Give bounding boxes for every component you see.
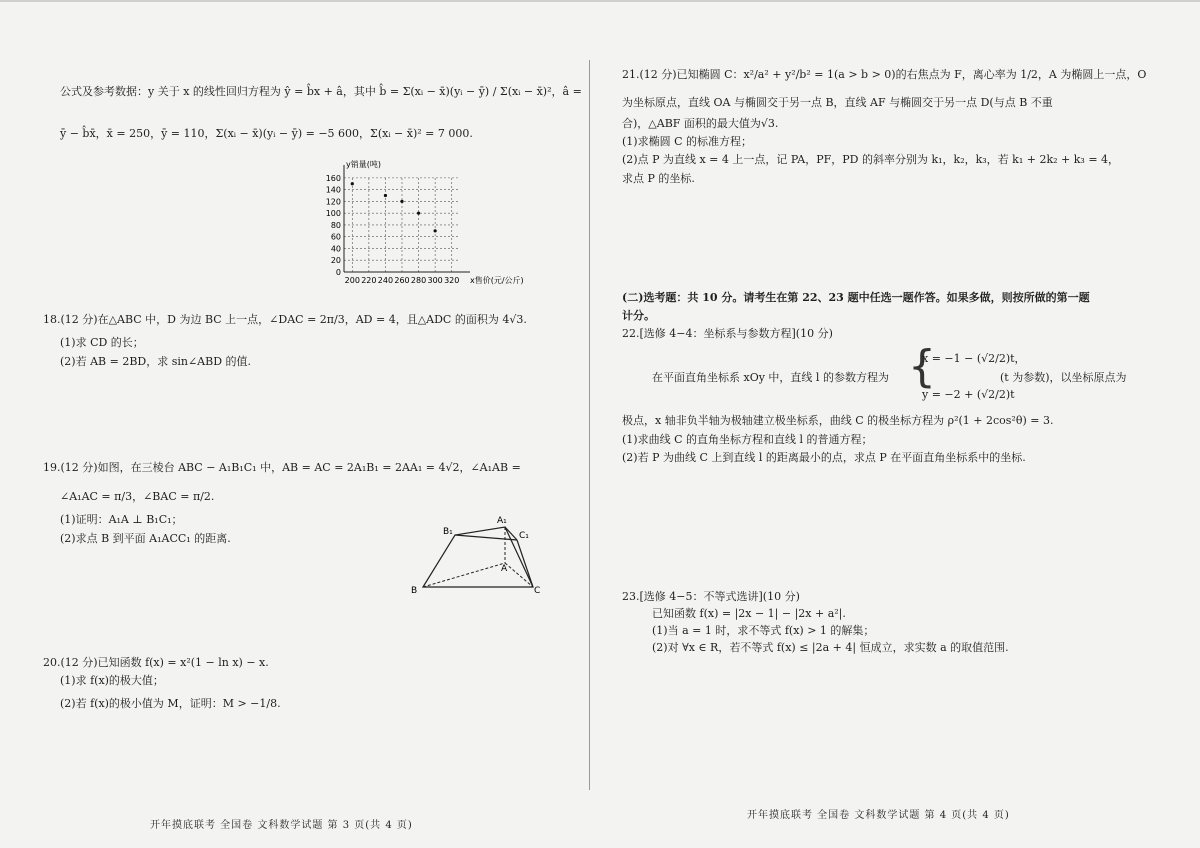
label-c1: C₁	[519, 531, 529, 541]
q22-eq-y: y = −2 + (√2/2)t	[922, 388, 1015, 401]
y-tick-label: 140	[325, 185, 341, 195]
section2-line-2: 计分。	[622, 309, 655, 322]
y-tick-label: 0	[335, 268, 341, 277]
q23-part-2: (2)对 ∀x ∈ R，若不等式 f(x) ≤ |2a + 4| 恒成立，求实数 a 的取值范围.	[652, 641, 1009, 654]
y-tick-label: 60	[330, 232, 341, 242]
label-a1: A₁	[497, 516, 507, 526]
label-c: C	[534, 586, 541, 596]
q22-intro: 在平面直角坐标系 xOy 中，直线 l 的参数方程为	[652, 371, 889, 384]
q19-part-1: (1)证明：A₁A ⊥ B₁C₁；	[60, 513, 183, 526]
q19-part-2: (2)求点 B 到平面 A₁ACC₁ 的距离.	[60, 532, 231, 545]
q22-title: 22.[选修 4−4：坐标系与参数方程](10 分)	[622, 327, 833, 340]
y-tick-label: 100	[325, 209, 341, 219]
x-tick-label: 220	[361, 276, 377, 285]
right-page	[600, 0, 1200, 848]
right-footer: 开年摸底联考 全国卷 文科数学试题 第 4 页(共 4 页)	[747, 810, 1010, 821]
q20-title: 20.(12 分)已知函数 f(x) = x²(1 − ln x) − x.	[43, 656, 269, 669]
scatter-point	[384, 194, 387, 197]
chart-x-axis-label: x售价(元/公斤)	[470, 276, 524, 285]
section2-line-1: (二)选考题：共 10 分。请考生在第 22、23 题中任选一题作答。如果多做，则按所做的第一题	[622, 291, 1090, 304]
q23-line-1: 已知函数 f(x) = |2x − 1| − |2x + a²|.	[652, 607, 846, 620]
x-tick-label: 280	[410, 276, 427, 285]
q21-line-1: 21.(12 分)已知椭圆 C：x²/a² + y²/b² = 1(a > b > 0)的右焦点为 F，离心率为 1/2，A 为椭圆上一点，O	[622, 68, 1147, 81]
y-tick-label: 20	[330, 256, 341, 266]
q21-line-2: 为坐标原点，直线 OA 与椭圆交于另一点 B，直线 AF 与椭圆交于另一点 D(与点 B 不重	[622, 96, 1053, 109]
q21-part-2-cont: 求点 P 的坐标.	[622, 172, 695, 185]
q20-part-2: (2)若 f(x)的极小值为 M，证明：M > −1/8.	[60, 697, 281, 710]
q18-title: 18.(12 分)在△ABC 中，D 为边 BC 上一点，∠DAC = 2π/3，AD = 4，且△ADC 的面积为 4√3.	[43, 313, 527, 326]
q22-line-2: 极点，x 轴非负半轴为极轴建立极坐标系，曲线 C 的极坐标方程为 ρ²(1 + 2cos²θ) = 3.	[622, 414, 1054, 427]
label-a: A	[501, 564, 508, 574]
chart-axes	[344, 165, 470, 272]
q19-title-line-2: ∠A₁AC = π/3，∠BAC = π/2.	[60, 490, 215, 503]
chart-y-axis-label: y销量(吨)	[346, 160, 381, 169]
y-tick-label: 40	[330, 244, 341, 254]
q22-part-1: (1)求曲线 C 的直角坐标方程和直线 l 的普通方程；	[622, 433, 873, 446]
scatter-point	[417, 212, 420, 215]
q20-part-1: (1)求 f(x)的极大值；	[60, 674, 164, 687]
x-tick-label: 260	[394, 276, 410, 285]
frustum-figure	[405, 505, 555, 600]
label-b: B	[411, 586, 418, 596]
q18-part-1: (1)求 CD 的长；	[60, 336, 144, 349]
label-b1: B₁	[443, 527, 453, 537]
left-page	[0, 0, 590, 848]
q22-eq-x: x = −1 − (√2/2)t，	[922, 352, 1026, 365]
y-tick-label: 120	[325, 197, 341, 207]
q23-title: 23.[选修 4−5：不等式选讲](10 分)	[622, 590, 800, 603]
q23-part-1: (1)当 a = 1 时，求不等式 f(x) > 1 的解集；	[652, 624, 875, 637]
q19-title: 19.(12 分)如图，在三棱台 ABC − A₁B₁C₁ 中，AB = AC = 2A₁B₁ = 2AA₁ = 4√2，∠A₁AB =	[43, 461, 521, 474]
q22-param-note: (t 为参数)，以坐标原点为	[1000, 371, 1127, 384]
chart-grid	[344, 178, 460, 272]
q21-line-3: 合)，△ABF 面积的最大值为√3.	[622, 117, 779, 130]
x-tick-label: 240	[377, 276, 394, 285]
y-tick-label: 160	[325, 173, 341, 183]
x-tick-label: 300	[427, 276, 443, 285]
scatter-point	[351, 182, 354, 185]
scatter-point	[434, 229, 437, 232]
scatter-point	[400, 200, 403, 203]
formula-line-2: ȳ − b̂x̄，x̄ = 250，ȳ = 110，Σ(xᵢ − x̄)(yᵢ − ȳ) = −5 600，Σ(xᵢ − x̄)² = 7 000.	[60, 127, 473, 140]
q21-part-2: (2)点 P 为直线 x = 4 上一点，记 PA，PF，PD 的斜率分别为 k₁，k₂，k₃，若 k₁ + 2k₂ + k₃ = 4，	[622, 153, 1120, 166]
left-footer: 开年摸底联考 全国卷 文科数学试题 第 3 页(共 4 页)	[150, 820, 413, 831]
page-divider	[589, 60, 590, 790]
y-tick-label: 80	[330, 220, 341, 230]
x-tick-label: 200	[344, 276, 360, 285]
q18-part-2: (2)若 AB = 2BD，求 sin∠ABD 的值.	[60, 355, 252, 368]
formula-line-1: 公式及参考数据：y 关于 x 的线性回归方程为 ŷ = b̂x + â，其中 b̂ = Σ(xᵢ − x̄)(yᵢ − ȳ) / Σ(xᵢ − x̄)²，â =	[60, 85, 582, 98]
q22-part-2: (2)若 P 为曲线 C 上到直线 l 的距离最小的点，求点 P 在平面直角坐标系中的坐标.	[622, 451, 1026, 464]
x-tick-label: 320	[444, 276, 460, 285]
scatter-chart	[310, 160, 570, 290]
brace-icon: {	[908, 341, 936, 392]
q21-part-1: (1)求椭圆 C 的标准方程；	[622, 135, 752, 148]
